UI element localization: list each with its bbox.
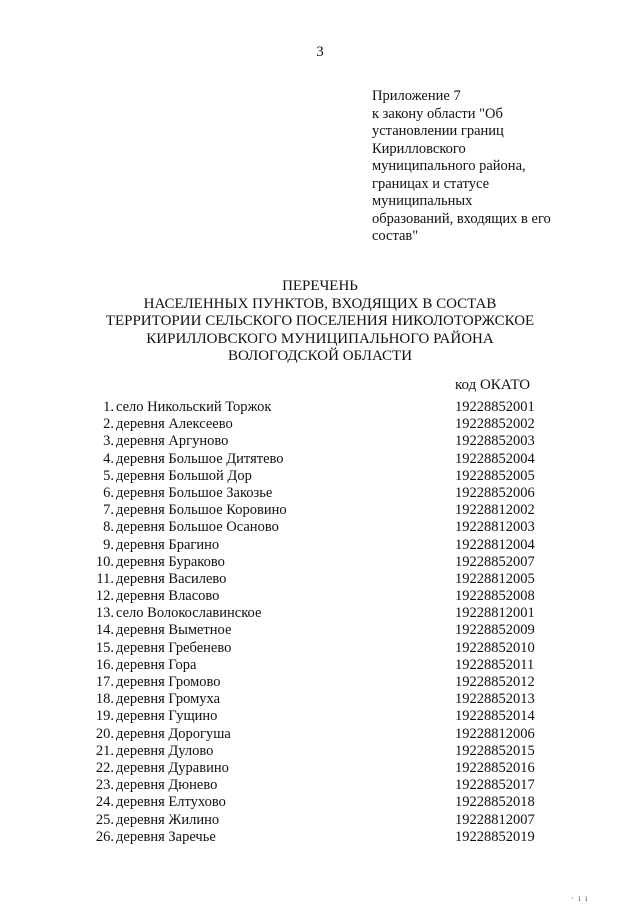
appendix-line: муниципальных bbox=[372, 193, 473, 209]
list-item bbox=[88, 622, 558, 639]
item-number: 18. bbox=[95, 691, 114, 708]
settlement-name: деревня Дулово bbox=[116, 742, 214, 759]
list-item bbox=[88, 537, 558, 554]
title-line: ВОЛОГОДСКОЙ ОБЛАСТИ bbox=[227, 348, 413, 364]
settlement-name: деревня Алексеево bbox=[116, 416, 233, 433]
okato-code: 19228812005 bbox=[455, 570, 535, 587]
item-number: 14. bbox=[95, 622, 114, 639]
okato-code: 19228852016 bbox=[455, 759, 535, 776]
list-item bbox=[88, 502, 558, 519]
okato-code: 19228852006 bbox=[455, 484, 535, 501]
okato-code: 19228852007 bbox=[455, 553, 535, 570]
appendix-line: состав" bbox=[372, 228, 419, 244]
list-item bbox=[88, 691, 558, 708]
settlement-name: деревня Дюнево bbox=[116, 777, 218, 794]
item-number: 25. bbox=[95, 811, 114, 828]
settlement-list bbox=[88, 399, 558, 846]
appendix-line: муниципального района, bbox=[372, 158, 526, 174]
settlement-name: деревня Василево bbox=[116, 570, 227, 587]
settlement-name: деревня Гора bbox=[116, 656, 197, 673]
list-item bbox=[88, 554, 558, 571]
settlement-name: деревня Большое Закозье bbox=[116, 484, 273, 501]
okato-code: 19228852017 bbox=[455, 777, 535, 794]
item-number: 8. bbox=[103, 519, 114, 536]
settlement-name: деревня Выметное bbox=[116, 622, 232, 639]
settlement-name: деревня Аргуново bbox=[116, 433, 229, 450]
appendix-note bbox=[372, 88, 612, 246]
okato-code: 19228812002 bbox=[455, 502, 535, 519]
okato-code: 19228852012 bbox=[455, 674, 535, 690]
item-number: 6. bbox=[103, 484, 114, 501]
item-number: 11. bbox=[96, 570, 114, 587]
okato-code: 19228812006 bbox=[455, 725, 535, 742]
list-item bbox=[88, 433, 558, 450]
item-number: 24. bbox=[95, 794, 114, 811]
item-number: 26. bbox=[95, 828, 114, 845]
appendix-line: образований, входящих в его bbox=[372, 210, 551, 227]
item-number: 21. bbox=[95, 742, 114, 759]
appendix-line: установлении границ bbox=[372, 123, 504, 139]
item-number: 19. bbox=[95, 708, 114, 725]
settlement-name: деревня Дорогуша bbox=[116, 725, 231, 742]
item-number: 16. bbox=[95, 656, 114, 673]
okato-code: 19228852003 bbox=[455, 433, 535, 450]
list-item bbox=[88, 794, 558, 811]
list-item bbox=[88, 743, 558, 760]
okato-code: 19228852019 bbox=[455, 828, 535, 845]
okato-code: 19228852005 bbox=[455, 467, 535, 484]
list-item bbox=[88, 640, 558, 657]
item-number: 10. bbox=[95, 553, 114, 570]
okato-code: 19228852008 bbox=[455, 588, 535, 605]
list-item bbox=[88, 399, 558, 416]
title-line: НАСЕЛЕННЫХ ПУНКТОВ, ВХОДЯЩИХ В СОСТАВ bbox=[143, 295, 497, 312]
list-item bbox=[88, 726, 558, 743]
document-title bbox=[0, 278, 640, 366]
appendix-line: к закону области "Об bbox=[372, 105, 503, 122]
appendix-line: Кирилловского bbox=[372, 140, 466, 157]
title-line: ПЕРЕЧЕНЬ bbox=[282, 278, 358, 294]
settlement-name: деревня Власово bbox=[116, 588, 220, 605]
settlement-name: село Волокославинское bbox=[116, 605, 262, 622]
settlement-name: село Никольский Торжок bbox=[116, 399, 272, 415]
list-item bbox=[88, 571, 558, 588]
title-line: КИРИЛЛОВСКОГО МУНИЦИПАЛЬНОГО РАЙОНА bbox=[146, 330, 494, 347]
okato-code: 19228852013 bbox=[455, 691, 535, 708]
list-item bbox=[88, 485, 558, 502]
okato-code: 19228812004 bbox=[455, 536, 535, 553]
footer-mark: · ı ı bbox=[571, 893, 589, 903]
okato-code: 19228852002 bbox=[455, 416, 535, 433]
item-number: 23. bbox=[95, 777, 114, 794]
okato-code: 19228852018 bbox=[455, 794, 535, 811]
item-number: 9. bbox=[103, 536, 114, 553]
item-number: 13. bbox=[95, 605, 114, 622]
list-item bbox=[88, 468, 558, 485]
item-number: 5. bbox=[103, 467, 114, 484]
okato-code: 19228812003 bbox=[455, 519, 535, 536]
settlement-name: деревня Громуха bbox=[116, 691, 221, 708]
item-number: 20. bbox=[95, 725, 114, 742]
okato-code-header: код ОКАТО bbox=[455, 377, 531, 393]
list-item bbox=[88, 657, 558, 674]
settlement-name: деревня Большое Дитятево bbox=[116, 450, 284, 467]
settlement-name: деревня Большой Дор bbox=[116, 467, 252, 484]
settlement-name: деревня Гущино bbox=[116, 708, 218, 725]
item-number: 1. bbox=[103, 399, 114, 415]
list-item bbox=[88, 760, 558, 777]
item-number: 17. bbox=[95, 674, 114, 690]
settlement-name: деревня Дуравино bbox=[116, 759, 229, 776]
okato-code: 19228852014 bbox=[455, 708, 535, 725]
settlement-name: деревня Большое Коровино bbox=[116, 502, 287, 519]
page-number: 3 bbox=[316, 44, 324, 60]
okato-code: 19228852010 bbox=[455, 639, 535, 656]
list-item bbox=[88, 674, 558, 691]
appendix-line: Приложение 7 bbox=[372, 88, 461, 104]
list-item bbox=[88, 708, 558, 725]
settlement-name: деревня Жилино bbox=[116, 811, 220, 828]
settlement-name: деревня Бураково bbox=[116, 553, 225, 570]
item-number: 22. bbox=[95, 759, 114, 776]
item-number: 2. bbox=[103, 416, 114, 433]
item-number: 3. bbox=[103, 433, 114, 450]
settlement-name: деревня Громово bbox=[116, 674, 221, 690]
list-item bbox=[88, 416, 558, 433]
settlement-name: деревня Большое Осаново bbox=[116, 519, 279, 536]
list-item bbox=[88, 829, 558, 846]
settlement-name: деревня Заречье bbox=[116, 828, 216, 845]
okato-code: 19228852011 bbox=[455, 656, 535, 673]
list-item bbox=[88, 605, 558, 622]
item-number: 12. bbox=[95, 588, 114, 605]
list-item bbox=[88, 812, 558, 829]
list-item bbox=[88, 519, 558, 536]
okato-code: 19228852004 bbox=[455, 450, 535, 467]
list-item bbox=[88, 451, 558, 468]
okato-code: 19228852009 bbox=[455, 622, 535, 639]
okato-code: 19228852001 bbox=[455, 399, 535, 415]
okato-code: 19228812001 bbox=[455, 605, 535, 622]
okato-code: 19228812007 bbox=[455, 811, 535, 828]
settlement-name: деревня Гребенево bbox=[116, 639, 232, 656]
list-item bbox=[88, 777, 558, 794]
title-line: ТЕРРИТОРИИ СЕЛЬСКОГО ПОСЕЛЕНИЯ НИКОЛОТОРЖСКОЕ bbox=[105, 313, 535, 329]
appendix-line: границах и статусе bbox=[372, 175, 490, 192]
okato-code: 19228852015 bbox=[455, 742, 535, 759]
item-number: 4. bbox=[103, 450, 114, 467]
item-number: 7. bbox=[103, 502, 114, 519]
settlement-name: деревня Елтухово bbox=[116, 794, 226, 811]
settlement-name: деревня Брагино bbox=[116, 536, 220, 553]
list-item bbox=[88, 588, 558, 605]
item-number: 15. bbox=[95, 639, 114, 656]
